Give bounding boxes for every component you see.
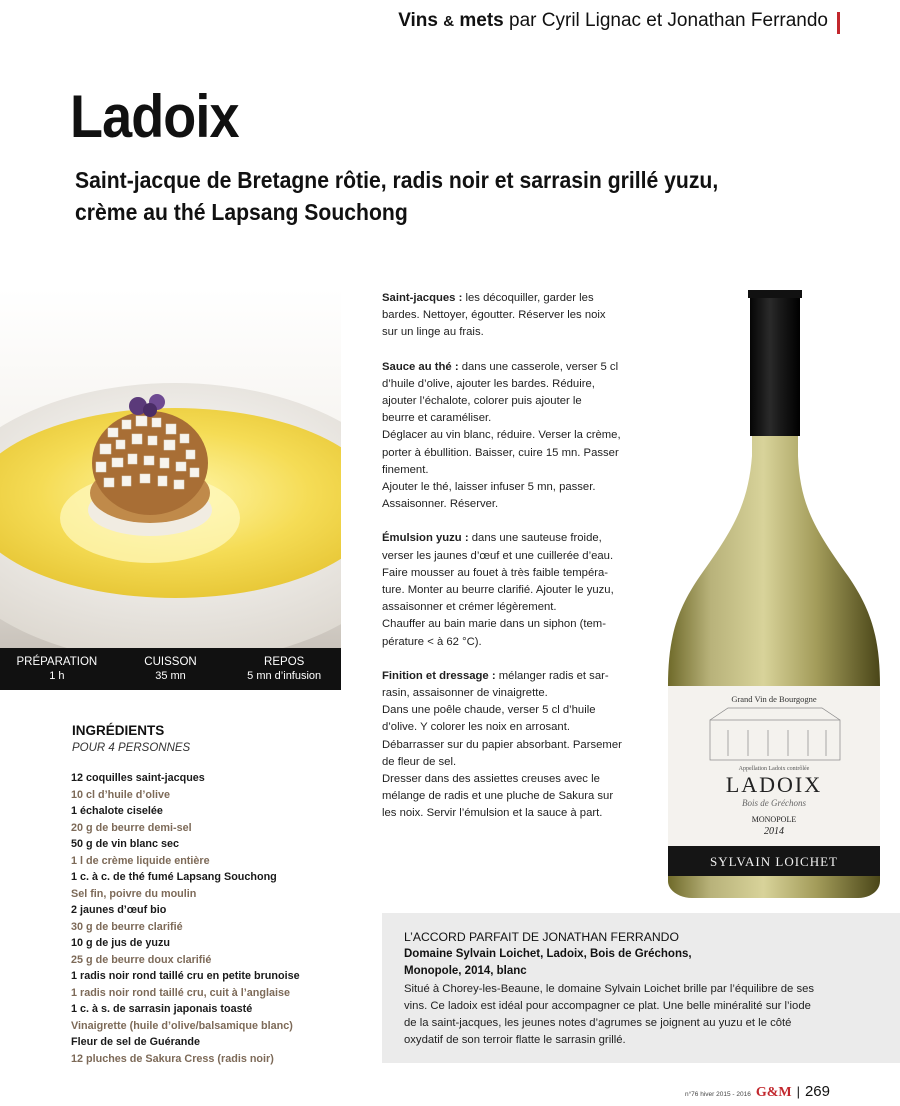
header-authors: par Cyril Lignac et Jonathan Ferrando xyxy=(509,10,828,31)
method-line: Ajouter le thé, laisser infuser 5 mn, passer. xyxy=(382,481,596,494)
dish-photo xyxy=(0,288,341,648)
method-line: Dresser dans des assiettes creuses avec le xyxy=(382,773,600,786)
stat-cuisson xyxy=(114,648,228,690)
method-line: Débarrasser sur du papier absorbant. Parsemer xyxy=(382,738,622,751)
method-line: Déglacer au vin blanc, réduire. Verser la crème, xyxy=(382,429,621,442)
method-step xyxy=(382,668,627,823)
timing-bar xyxy=(0,648,341,690)
method-line xyxy=(382,668,627,685)
method-step xyxy=(382,359,627,514)
method-text: les décoquiller, garder les xyxy=(465,292,594,304)
footer-separator: | xyxy=(796,1084,800,1099)
method-line: porter à ébullition. Baisser, cuire 15 mn. Passer xyxy=(382,446,619,459)
method-step-heading: Saint-jacques : xyxy=(382,292,463,304)
wine-bottle-illustration xyxy=(648,286,900,902)
ingredient-item: 1 échalote ciselée xyxy=(71,805,163,817)
stat-value: 1 h xyxy=(49,670,65,682)
recipe-subtitle xyxy=(75,164,737,228)
method-line: de fleur de sel. xyxy=(382,755,457,768)
ingredient-item: 20 g de beurre demi-sel xyxy=(71,821,192,834)
ingredient-item: 50 g de vin blanc sec xyxy=(71,838,180,850)
header-mets: mets xyxy=(459,10,504,31)
pairing-line: Situé à Chorey-les-Beaune, le domaine Sylvain Loichet brille par l’équilibre de ses xyxy=(404,983,815,995)
method-line: beurre et caraméliser. xyxy=(382,412,492,425)
method-line: rasin, assaisonner de vinaigrette. xyxy=(382,687,548,700)
method-line: les noix. Servir l’émulsion et la sauce à part. xyxy=(382,807,603,820)
method-step-heading: Émulsion yuzu : xyxy=(382,532,469,545)
method-line: bardes. Nettoyer, égoutter. Réserver les noix xyxy=(382,309,606,322)
method-line: verser les jaunes d’œuf et une cuillerée d’eau. xyxy=(382,549,614,562)
subtitle-line: crème au thé Lapsang Souchong xyxy=(75,199,408,225)
ingredient-item: 12 coquilles saint-jacques xyxy=(71,772,205,784)
method-line xyxy=(382,290,627,307)
method-line: ture. Monter au beurre clarifié. Ajouter le yuzu, xyxy=(382,584,614,597)
recipe-method xyxy=(382,290,627,840)
ingredient-item: 1 radis noir rond taillé cru en petite brunoise xyxy=(71,970,300,982)
method-line: finement. xyxy=(382,463,429,476)
subtitle-line: Saint-jacque de Bretagne rôtie, radis noir et sarrasin grillé yuzu, xyxy=(75,167,719,193)
ingredient-item: 25 g de beurre doux clarifié xyxy=(71,953,212,966)
method-step-heading: Sauce au thé : xyxy=(382,360,459,373)
label-top-text: Grand Vin de Bourgogne xyxy=(731,694,817,704)
magazine-logo: G&M xyxy=(755,1085,792,1100)
pairing-line: oxydatif de son terroir flatte le sarrasin grillé. xyxy=(404,1034,626,1046)
ingredient-item: 10 cl d’huile d’olive xyxy=(71,788,171,801)
method-line: Chauffer au bain marie dans un siphon (tem- xyxy=(382,618,606,631)
stat-label: PRÉPARATION xyxy=(16,656,98,668)
label-appellation: Appellation Ladoix contrôlée xyxy=(738,766,810,772)
method-step xyxy=(382,290,627,342)
label-cru: Bois de Gréchons xyxy=(742,798,806,808)
wine-bottle-photo xyxy=(648,286,900,902)
ingredient-item: 10 g de jus de yuzu xyxy=(71,937,170,949)
ingredient-item: 1 c. à c. de thé fumé Lapsang Souchong xyxy=(71,871,277,883)
header-amp: & xyxy=(443,13,455,30)
method-line: ajouter l’échalote, colorer puis ajouter le xyxy=(382,395,582,408)
stat-preparation xyxy=(0,648,114,690)
method-line: pérature < à 62 °C). xyxy=(382,635,482,648)
running-header xyxy=(398,10,828,32)
ingredients-list xyxy=(71,770,300,1067)
method-step xyxy=(382,530,627,650)
method-line xyxy=(382,530,627,547)
issue-number: n°76 hiver 2015 - 2016 xyxy=(684,1091,751,1098)
label-wine-name: LADOIX xyxy=(725,772,823,797)
method-text: dans une sauteuse froide, xyxy=(471,532,602,545)
pairing-heading: L’ACCORD PARFAIT DE JONATHAN FERRANDO xyxy=(404,930,679,944)
method-line: sur un linge au frais. xyxy=(382,326,484,339)
method-line: Assaisonner. Réserver. xyxy=(382,498,499,511)
ingredient-item: Fleur de sel de Guérande xyxy=(71,1036,201,1048)
pairing-line: de la saint-jacques, les jeunes notes d’agrumes se joignent au yuzu et le côté xyxy=(404,1017,792,1029)
page-number: 269 xyxy=(804,1083,830,1100)
method-line: Faire mousser au fouet à très faible tempéra- xyxy=(382,566,609,579)
header-vins: Vins xyxy=(398,10,438,31)
header-accent-bar xyxy=(837,12,840,34)
wine-pairing-box xyxy=(382,913,900,1063)
ingredients-title: INGRÉDIENTS xyxy=(72,723,165,738)
pairing-wine-line: Domaine Sylvain Loichet, Ladoix, Bois de Gréchons, xyxy=(404,948,692,960)
ingredient-item: 12 pluches de Sakura Cress (radis noir) xyxy=(71,1052,274,1065)
stat-value: 5 mn d’infusion xyxy=(247,670,322,682)
page-title: Ladoix xyxy=(70,83,239,150)
stat-label: REPOS xyxy=(264,656,305,668)
label-monopole: MONOPOLE xyxy=(751,815,797,824)
ingredient-item: 1 c. à s. de sarrasin japonais toasté xyxy=(71,1003,253,1015)
ingredient-item: 30 g de beurre clarifié xyxy=(71,920,183,933)
ingredient-item: Sel fin, poivre du moulin xyxy=(71,887,197,900)
label-vintage: 2014 xyxy=(764,826,784,837)
method-line: mélange de radis et une pluche de Sakura sur xyxy=(382,790,614,803)
method-step-heading: Finition et dressage : xyxy=(382,669,496,682)
pairing-description xyxy=(404,981,884,1049)
method-line: d’olive. Y colorer les noix en arrosant. xyxy=(382,721,570,734)
method-line: d’huile d’olive, ajouter les bardes. Réduire, xyxy=(382,377,595,390)
stat-label: CUISSON xyxy=(144,656,197,668)
ingredient-item: Vinaigrette (huile d’olive/balsamique blanc) xyxy=(71,1019,293,1032)
method-line xyxy=(382,359,627,376)
dish-illustration xyxy=(0,288,341,648)
ingredient-item: 1 l de crème liquide entière xyxy=(71,854,210,867)
page-footer xyxy=(685,1083,830,1101)
method-line: Dans une poêle chaude, verser 5 cl d’huile xyxy=(382,704,596,717)
ingredients-servings: POUR 4 PERSONNES xyxy=(72,742,191,754)
method-line: assaisonner et crémer légèrement. xyxy=(382,601,557,614)
ingredient-item: 1 radis noir rond taillé cru, cuit à l’anglaise xyxy=(71,986,291,999)
stat-value: 35 mn xyxy=(155,670,186,682)
method-text: dans une casserole, verser 5 cl xyxy=(461,360,619,373)
pairing-line: vins. Ce ladoix est idéal pour accompagner ce plat. Une belle minéralité sur l’iode xyxy=(404,1000,811,1012)
stat-repos xyxy=(227,648,341,690)
pairing-wine-line: Monopole, 2014, blanc xyxy=(404,965,527,977)
ingredient-item: 2 jaunes d’œuf bio xyxy=(71,904,167,916)
label-producer: SYLVAIN LOICHET xyxy=(709,854,839,869)
method-text: mélanger radis et sar- xyxy=(498,669,609,682)
